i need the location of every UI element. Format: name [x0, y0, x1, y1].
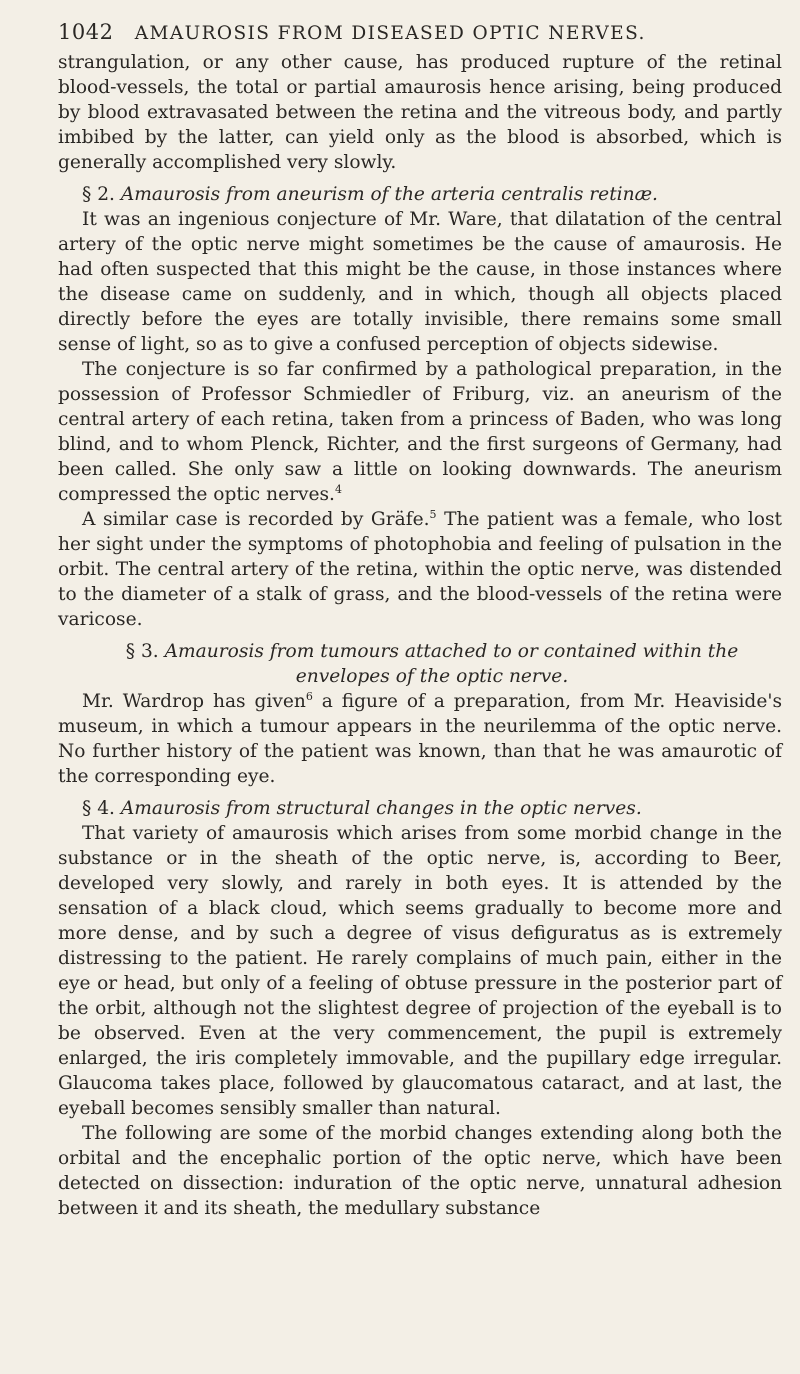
section-2-paragraph-3-start: A similar case is recorded by Gräfe. [82, 509, 430, 530]
section-4-paragraph-1: That variety of amaurosis which arises from some morbid change in the substance or in the sheath of the optic nerve, is, according to Beer, developed very slowly, and rarely in both eyes. It is attended by the sensation of a black cloud, which seems gradually to become more and more dense, and by such a degree of visus defiguratus as is extremely distressing to the patient. He rarely complains of much pain, either in the eye or head, but only of a feeling of obtuse pressure in the posterior part of the orbit, although not the slightest degree of projection of the eyeball is to be observed. Even at the very commencement, the pupil is extremely enlarged, the iris completely immovable, and the pupillary edge irregular. Glaucoma takes place, followed by glaucomatous cataract, and at last, the eyeball becomes sensibly smaller than natural. [58, 823, 782, 1119]
section-2-paragraph-3 [58, 507, 782, 632]
section-3-paragraph-1-end: a figure of a preparation, from Mr. Heaviside's museum, in which a tumour appears in the neurilemma of the optic nerve. No further history of the patient was known, than that he was amaurotic of the corresponding eye. [58, 691, 782, 787]
section-2-paragraph-2-text: The conjecture is so far confirmed by a pathological preparation, in the possession of Professor Schmiedler of Friburg, viz. an aneurism of the central artery of each retina, taken from a princess of Baden, who was long blind, and to whom Plenck, Richter, and the first surgeons of Germany, had been called. She only saw a little on looking downwards. The aneurism compressed the optic nerves. [58, 359, 782, 505]
footnote-ref-4: 4 [334, 482, 342, 496]
section-3-paragraph-1 [58, 689, 782, 789]
footnote-ref-5: 5 [429, 507, 437, 521]
body-text [58, 50, 782, 1221]
section-2-marker: § 2. [82, 184, 115, 205]
section-4-marker: § 4. [82, 798, 115, 819]
section-3-marker: § 3. [125, 641, 159, 662]
section-4-heading [58, 796, 782, 821]
section-4-title: Amaurosis from structural changes in the optic nerves. [120, 798, 642, 819]
page-number: 1042 [58, 20, 114, 44]
book-page [58, 14, 782, 1221]
section-3-paragraph-1-start: Mr. Wardrop has given [82, 691, 306, 712]
section-4-paragraph-2: The following are some of the morbid changes extending along both the orbital and the encephalic portion of the optic nerve, which have been detected on dissection: induration of the optic nerve, unnatural adhesion between it and its sheath, the medullary substance [58, 1123, 782, 1219]
section-2-paragraph-3-end: The patient was a female, who lost her sight under the symptoms of photophobia and feeling of pulsation in the orbit. The central artery of the retina, within the optic nerve, was distended to the diameter of a stalk of grass, and the blood-vessels of the retina were varicose. [58, 509, 783, 630]
running-header [58, 14, 782, 50]
section-2-title: Amaurosis from aneurism of the arteria centralis retinæ. [120, 184, 658, 205]
section-2-heading [58, 182, 782, 207]
intro-paragraph: strangulation, or any other cause, has produced rupture of the retinal blood-vessels, the total or partial amaurosis hence arising, being produced by blood extravasated between the retina and the vitreous body, and partly imbibed by the latter, can yield only as the blood is absorbed, which is generally accomplished very slowly. [58, 52, 782, 173]
running-title: AMAUROSIS FROM DISEASED OPTIC NERVES. [134, 23, 646, 44]
section-2-paragraph-1: It was an ingenious conjecture of Mr. Ware, that dilatation of the central artery of the optic nerve might sometimes be the cause of amaurosis. He had often suspected that this might be the cause, in those instances where the disease came on suddenly, and in which, though all objects placed directly before the eyes are totally invisible, there remains some small sense of light, so as to give a confused perception of objects sidewise. [58, 209, 782, 355]
section-3-title: Amaurosis from tumours attached to or contained within the envelopes of the optic nerve. [164, 641, 739, 687]
section-3-heading [58, 639, 782, 689]
footnote-ref-6: 6 [305, 689, 313, 703]
section-2-paragraph-2 [58, 357, 782, 507]
